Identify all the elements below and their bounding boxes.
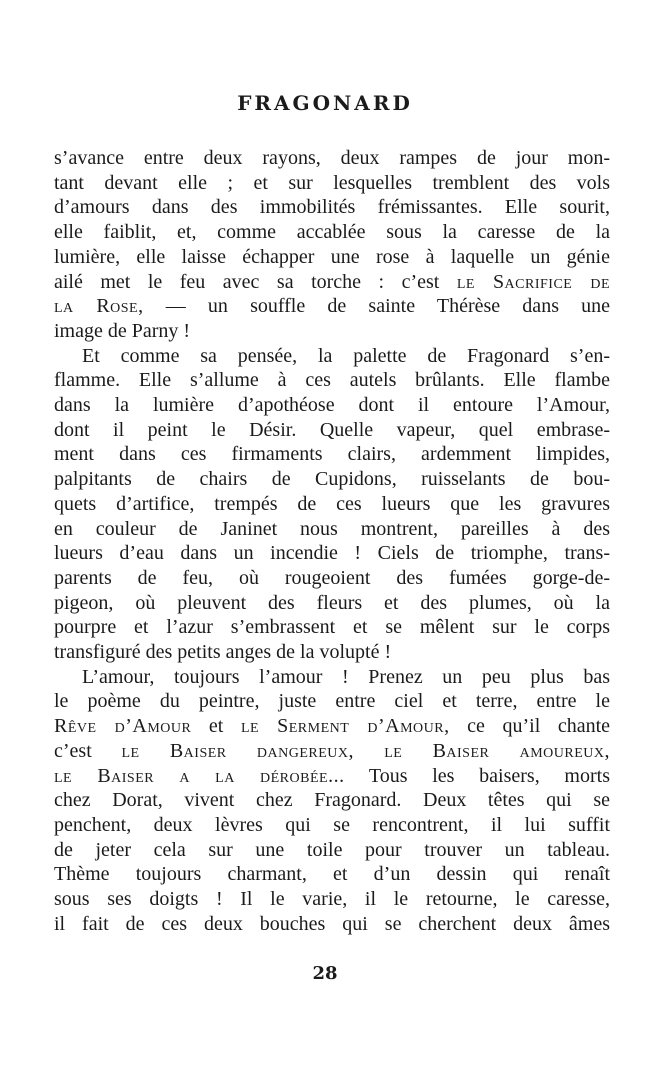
text-line: Et comme sa pensée, la palette de Fragonard s’en- — [82, 344, 610, 367]
text-line — [54, 270, 610, 295]
text-line: L’amour, toujours l’amour ! Prenez un peu plus bas — [82, 665, 610, 688]
text-line: sous ses doigts ! Il le varie, il le retourne, le caresse, — [54, 888, 610, 911]
text-line: dans la lumière d’apothéose dont il entoure l’Amour, — [54, 394, 610, 417]
text-line: image de Parny ! — [54, 319, 191, 342]
text-line: lueurs d’eau dans un incendie ! Ciels de triomphe, trans- — [54, 542, 610, 565]
text-line: chez Dorat, vivent chez Fragonard. Deux têtes qui se — [54, 789, 610, 812]
text-run: c’est — [54, 739, 122, 762]
text-line: parents de feu, où rougeoient des fumées gorge-de- — [54, 566, 610, 589]
artwork-title: Rêve d’Amour — [54, 715, 192, 738]
text-run: — un souffle de sainte Thérèse dans une — [143, 295, 611, 318]
text-line: il fait de ces deux bouches qui se cherchent deux âmes — [54, 912, 610, 935]
text-line: palpitants de chairs de Cupidons, ruisselants de bou- — [54, 468, 610, 491]
page-number: 28 — [312, 963, 338, 984]
paragraph-3 — [54, 665, 610, 937]
text-line: d’amours dans des immobilités frémissantes. Elle sourit, — [54, 196, 610, 219]
text-run: et — [191, 715, 241, 738]
text-line: penchent, deux lèvres qui se rencontrent, il lui suffit — [54, 813, 610, 836]
text-line — [54, 294, 610, 319]
text-line — [54, 764, 610, 789]
text-run: ce qu’il chante — [449, 715, 611, 738]
text-line: s’avance entre deux rayons, deux rampes de jour mon- — [54, 147, 610, 169]
text-line: lumière, elle laisse échapper une rose à laquelle un génie — [54, 245, 610, 268]
text-line: transfiguré des petits anges de la volupté ! — [54, 641, 392, 664]
artwork-title: le Sacrifice de — [456, 270, 611, 293]
text-run: Tous les baisers, morts — [344, 764, 610, 787]
text-line: flamme. Elle s’allume à ces autels brûlants. Elle flambe — [54, 369, 610, 392]
text-line: le poème du peintre, juste entre ciel et terre, entre le — [54, 690, 610, 713]
text-line: en couleur de Janinet nous montrent, pareilles à des — [54, 517, 610, 540]
text-line: tant devant elle ; et sur lesquelles tremblent des vols — [54, 171, 610, 194]
body-text — [54, 146, 610, 937]
text-line: elle faiblit, et, comme accablée sous la caresse de la — [54, 221, 610, 244]
text-line: dont il peint le Désir. Quelle vapeur, quel embrase- — [54, 418, 610, 441]
text-line: pigeon, où pleuvent des fleurs et des plumes, où la — [54, 591, 610, 614]
text-run: ailé met le feu avec sa torche : c’est — [54, 270, 440, 293]
text-line: ment dans ces firmaments clairs, ardemment limpides, — [54, 443, 610, 466]
text-line — [54, 714, 610, 739]
text-line: Thème toujours charmant, et d’un dessin qui renaît — [54, 863, 610, 886]
artwork-title: le Serment d’Amour, — [240, 715, 450, 738]
text-line: de jeter cela sur une toile pour trouver un tableau. — [54, 838, 610, 861]
paragraph-1 — [54, 146, 610, 344]
text-line: pourpre et l’azur s’embrassent et se mêlent sur le corps — [54, 616, 610, 639]
text-line: quets d’artifice, trempés de ces lueurs que les gravures — [54, 492, 610, 515]
artwork-title: la Rose, — [54, 295, 144, 318]
text-line — [54, 739, 610, 764]
running-head-title: FRAGONARD — [237, 91, 413, 115]
artwork-title: le Baiser dangereux, le Baiser amoureux, — [121, 739, 610, 762]
paragraph-2 — [54, 344, 610, 665]
artwork-title: le Baiser a la dérobée... — [54, 764, 345, 787]
